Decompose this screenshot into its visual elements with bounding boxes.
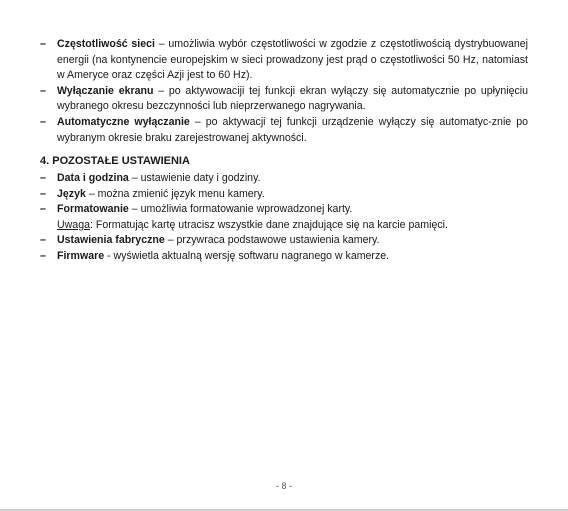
term-mains-frequency: Częstotliwość sieci bbox=[57, 38, 155, 50]
bullet-dash: – bbox=[40, 249, 46, 262]
list-item-screen-off: – Wyłączanie ekranu – po aktywowaciji tej funkcji ekran wyłączy się automatycznie po upłynięciu wybranego okresu bezczynności lub nieprzerwanego nagrywania. bbox=[40, 84, 528, 113]
term-firmware: Firmware bbox=[57, 249, 105, 262]
term-formatting: Formatowanie bbox=[57, 203, 129, 216]
list-item-date-time: – Data i godzina – ustawienie daty i godziny. bbox=[40, 171, 528, 187]
bullet-dash: – bbox=[40, 115, 46, 128]
term-factory-reset: Ustawienia fabryczne bbox=[57, 234, 165, 247]
term-auto-power-off: Automatyczne wyłączanie bbox=[57, 115, 190, 128]
list-item-firmware: – Firmware - wyświetla aktualną wersję softwaru nagranego w kamerze. bbox=[40, 249, 528, 265]
term-date-time: Data i godzina bbox=[57, 172, 129, 184]
term-language: Język bbox=[57, 187, 86, 200]
list-item-language: – Język – można zmienić język menu kamery. bbox=[40, 187, 528, 203]
section-heading: 4. POZOSTAŁE USTAWIENIA bbox=[40, 155, 190, 167]
other-settings-list bbox=[40, 171, 528, 265]
bullet-dash: – bbox=[40, 187, 46, 200]
note-label: Uwaga bbox=[57, 218, 90, 231]
bullet-dash: – bbox=[40, 84, 46, 97]
settings-list-continued bbox=[40, 37, 528, 146]
list-item-factory-reset: – Ustawienia fabryczne – przywraca podstawowe ustawienia kamery. bbox=[40, 233, 528, 249]
bullet-dash: – bbox=[40, 234, 46, 247]
bullet-dash: – bbox=[40, 38, 46, 50]
bullet-dash: – bbox=[40, 203, 46, 216]
page-number: - 8 - bbox=[275, 481, 292, 491]
list-item-formatting: – Formatowanie – umożliwia formatowanie wprowadzonej karty. Uwaga: Formatując kartę utracisz wszystkie dane znajdujące się na karcie pamięci. bbox=[40, 203, 448, 231]
bullet-dash: – bbox=[40, 172, 46, 184]
list-item-auto-power-off: – Automatyczne wyłączanie – po aktywacji tej funkcji urządzenie wyłączy się automatyc-znie po wybranym okresie braku zarejestrowanej aktywności. bbox=[40, 115, 529, 144]
term-screen-off: Wyłączanie ekranu bbox=[57, 84, 154, 97]
list-item-mains-frequency: – Częstotliwość sieci – umożliwia wybór częstotliwości w zgodzie z częstotliwością dystrybuowanej energii (na kontynencie europejskim w sieci prowadzony jest prąd o częstotliwości 50 Hz, natomiast w Ameryce oraz części Azji jest to 60 Hz). bbox=[40, 38, 528, 82]
note-text: : Formatując kartę utracisz wszystkie dane znajdujące się na karcie pamięci. bbox=[89, 218, 448, 231]
